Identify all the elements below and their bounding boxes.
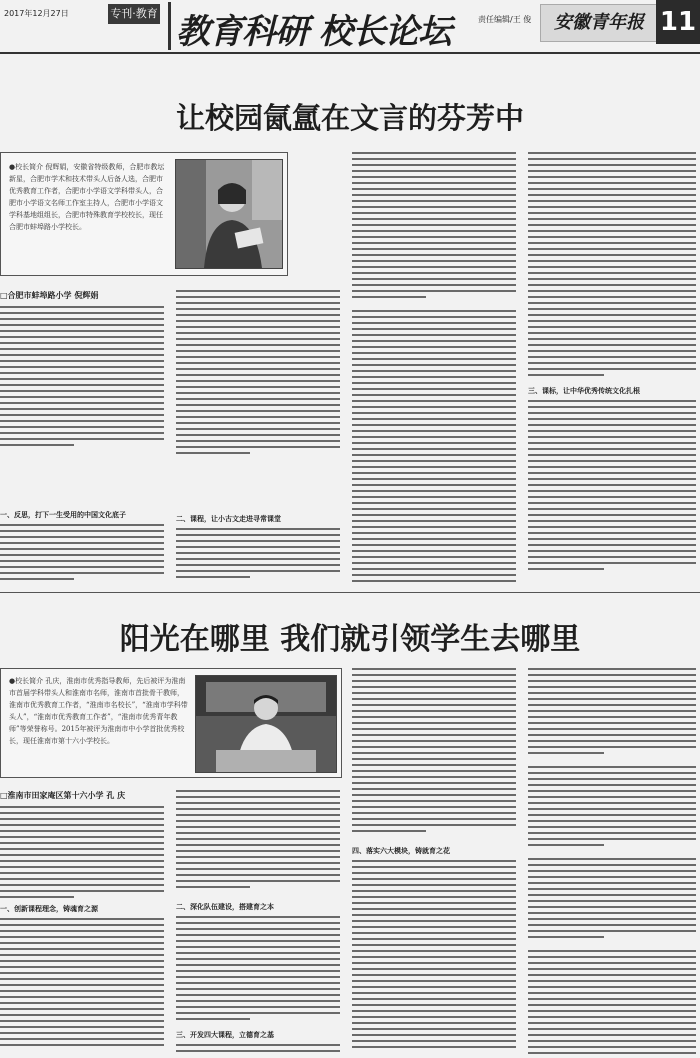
article2-subhead-4: 四、落实六大模块，铸就育之花 [352,847,450,855]
article2-column-1 [0,806,164,902]
section-divider [0,592,700,593]
article2-column-4 [528,668,696,1056]
article2-column-1b [0,918,164,1054]
article2-column-3 [352,668,516,842]
article1-subhead-2: 二、课程，让小古文走进寻常课堂 [176,515,281,523]
article1-profile-box [0,152,288,276]
masthead-divider [168,2,171,50]
article1-column-1b [0,524,164,584]
article1-column-3 [352,152,516,584]
issue-date: 2017年12月27日 [4,9,69,18]
portrait-image [176,160,282,268]
article1-subhead-3: 三、课标，让中华优秀传统文化扎根 [528,387,640,395]
article1-subhead-1: 一、反思，打下一生受用的中国文化底子 [0,511,126,519]
article1-byline: □合肥市蚌埠路小学 倪辉娟 [0,291,99,300]
article2-subhead-1: 一、创新课程理念，铸魂育之源 [0,905,98,913]
article1-author-photo [175,159,283,269]
article1-column-1 [0,306,164,510]
edition-label: 专刊·教育 [108,4,160,24]
article2-column-2 [176,790,340,898]
portrait-image [196,676,336,772]
article2-author-photo [195,675,337,773]
article2-profile-text: ●校长简介 孔庆，淮南市优秀指导教师，先后被评为淮南市首届学科带头人和淮南市名师，淮南市首批骨干教师，淮南市优秀教育工作者，“淮南市名校长”，“淮南市学科带头人”，“淮南市优秀教育工作者”，“淮南市优秀青年教师”等荣誉称号。2015年被评为淮南市中小学首批优秀校长，现任淮南市第十六小学校长。 [9,677,188,745]
newspaper-logo: 安徽青年报 [540,4,658,42]
article1-column-4b [528,400,696,584]
article1-column-4 [528,152,696,382]
article2-column-3b [352,860,516,1056]
article2-headline: 阳光在哪里 我们就引领学生去哪里 [119,622,581,657]
page-number: 11 [656,0,700,44]
article2-byline: □淮南市田家庵区第十六小学 孔 庆 [0,791,126,800]
article1-headline: 让校园氤氲在文言的芬芳中 [175,101,524,135]
article1-column-2 [176,290,340,510]
article1-column-2b [176,528,340,584]
article2-column-2c [176,1044,340,1056]
article2-subhead-3: 三、开发四大课程，立德育之基 [176,1031,274,1039]
article2-profile-box [0,668,342,778]
article1-profile-text: ●校长简介 倪辉娟，安徽省特级教师，合肥市教坛新星，合肥市学术和技术带头人后备人选，合肥市优秀教育工作者，合肥市小学语文学科带头人，合肥市小学语文名师工作室主持人，合肥市小学语文学科基地组组长，合肥市特殊教育学校校长，现任合肥市蚌埠路小学校长。 [9,163,165,231]
article2-column-2b [176,916,340,1026]
editor-credit: 责任编辑/王 俊 [478,15,532,24]
section-title: 教育科研 校长论坛 [176,12,451,52]
article2-subhead-2: 二、深化队伍建设，搭建育之本 [176,903,274,911]
